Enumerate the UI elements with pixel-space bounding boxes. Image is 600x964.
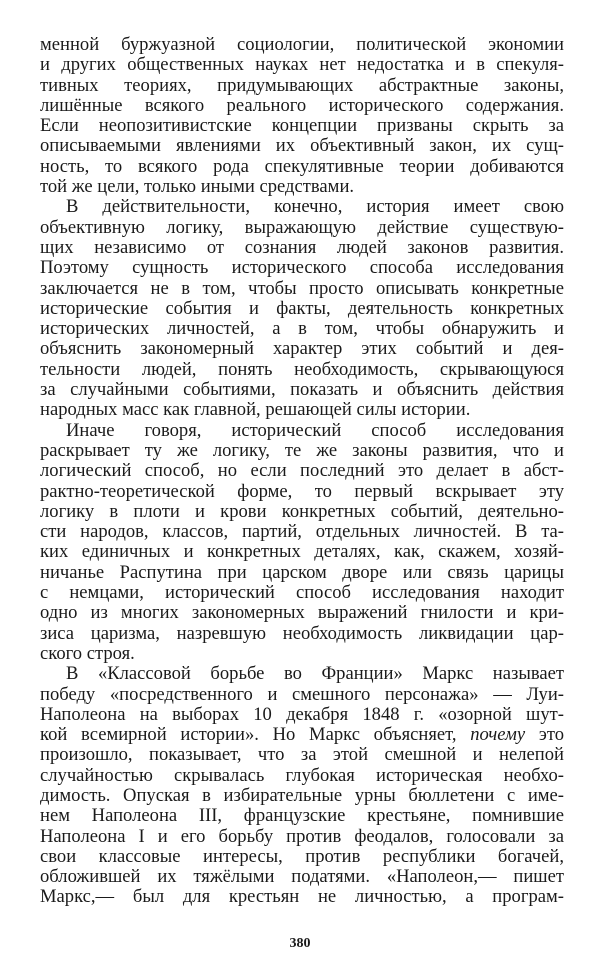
- text-line: объяснить закономерный характер этих событий и дея-: [40, 338, 564, 360]
- text-line: лишённые всякого реального исторического содержания.: [40, 94, 564, 116]
- text-line: тивных теориях, придумывающих абстрактные законы,: [40, 74, 564, 96]
- text-line: рактно-теоретической форме, то первый вскрывает эту: [40, 480, 564, 502]
- text-line: логический способ, но если последний это делает в абст-: [40, 460, 564, 482]
- text-line: нем Наполеона III, французские крестьяне, помнившие: [40, 805, 564, 827]
- text-line: случайностью скрывалась глубокая историческая необхо-: [40, 764, 564, 786]
- text-segment: это: [525, 724, 564, 746]
- text-line: свои классовые интересы, против республики богачей,: [40, 845, 564, 867]
- text-line: объективную логику, выражающую действие существую-: [40, 216, 564, 238]
- text-line: исторических личностей, а в том, чтобы обнаружить и: [40, 318, 564, 340]
- text-line: Поэтому сущность исторического способа исследования: [40, 257, 564, 279]
- text-line: Маркс,— был для крестьян не личностью, а програм-: [40, 886, 564, 908]
- text-line: исторические события и факты, деятельность конкретных: [40, 297, 564, 319]
- body-text: [40, 35, 564, 908]
- text-line: логику в плоти и крови конкретных событий, деятельно-: [40, 500, 564, 522]
- text-line: ких единичных и конкретных деталях, как, скажем, хозяй-: [40, 541, 564, 563]
- text-segment: кой всемирной истории». Но Маркс объясняет,: [40, 724, 471, 746]
- text-line: димость. Опуская в избирательные урны бюллетени с име-: [40, 784, 564, 806]
- text-line: В «Классовой борьбе во Франции» Маркс называет: [66, 663, 564, 685]
- text-line: ничанье Распутина при царском дворе или связь царицы: [40, 561, 564, 583]
- text-line: В действительности, конечно, история имеет свою: [66, 196, 564, 218]
- paragraph: [40, 421, 564, 665]
- text-line: менной буржуазной социологии, политической экономии: [40, 34, 564, 55]
- text-line: щих независимо от сознания людей законов развития.: [40, 236, 564, 258]
- text-line: заключается не в том, чтобы просто описывать конкретные: [40, 277, 564, 299]
- text-line: Иначе говоря, исторический способ исследования: [66, 419, 564, 441]
- text-line: за случайными событиями, показать и объяснить действия: [40, 379, 564, 401]
- text-line: народных масс как главной, решающей силы истории.: [40, 399, 471, 421]
- text-line: победу «посредственного и смешного персонажа» — Луи-: [40, 683, 564, 705]
- text-line: той же цели, только иными средствами.: [40, 176, 355, 198]
- text-line: произошло, показывает, что за этой смешной и нелепой: [40, 744, 564, 766]
- text-line: ность, то всякого рода спекулятивные теории добиваются: [40, 155, 564, 177]
- page-number: 380: [289, 936, 311, 951]
- text-line: Наполеона на выборах 10 декабря 1848 г. «озорной шут-: [40, 703, 564, 725]
- text-line: Если неопозитивистские концепции призваны скрыть за: [40, 115, 564, 137]
- text-line: описываемыми явлениями их объективный закон, их сущ-: [40, 135, 564, 157]
- text-line: одно из многих закономерных выражений гнилости и кри-: [40, 602, 564, 624]
- text-line: ского строя.: [40, 642, 135, 664]
- text-line: зиса царизма, назревшую необходимость ликвидации цар-: [40, 622, 564, 644]
- text-line: Наполеона I и его борьбу против феодалов, голосовали за: [40, 825, 564, 847]
- paragraph: [40, 197, 564, 420]
- text-line: тельности людей, понять необходимость, скрывающуюся: [40, 358, 564, 380]
- paragraph: [40, 664, 564, 908]
- text-line: с немцами, исторический способ исследования находит: [40, 582, 564, 604]
- text-line: [40, 725, 564, 745]
- paragraph: [40, 35, 564, 197]
- text-line: сти народов, классов, партий, отдельных личностей. В та-: [40, 521, 564, 543]
- text-line: и других общественных науках нет недостатка и в спекуля-: [40, 54, 564, 76]
- text-line: раскрывает ту же логику, те же законы развития, что и: [40, 439, 564, 461]
- italic-emphasis: почему: [470, 724, 526, 746]
- text-line: обложившей их тяжёлыми податями. «Наполеон,— пишет: [40, 866, 564, 888]
